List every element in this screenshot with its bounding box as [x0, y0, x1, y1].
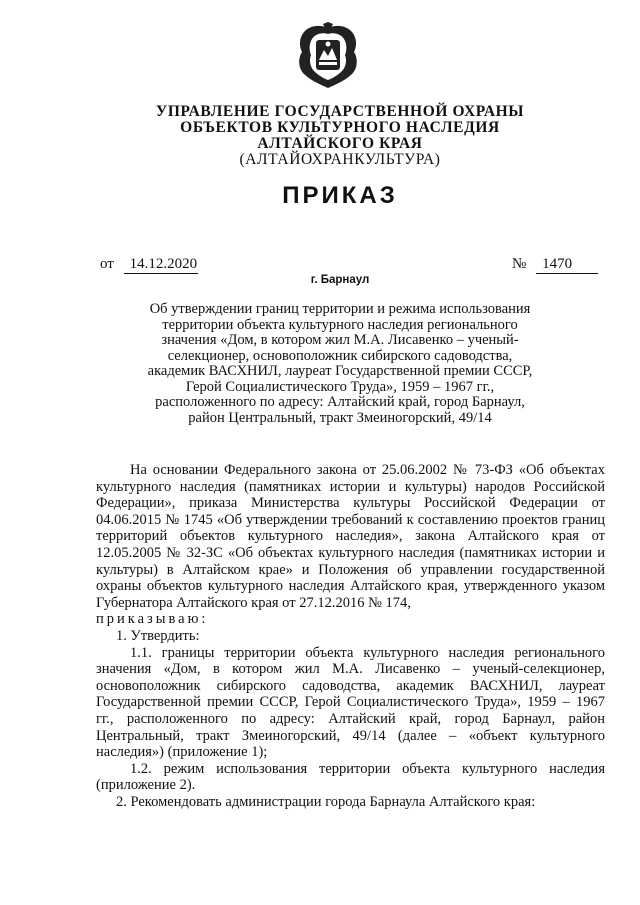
subject-line: академик ВАСХНИЛ, лауреат Государственной премии СССР, — [147, 363, 533, 379]
date-prefix: от — [100, 256, 114, 272]
preamble-paragraph: На основании Федерального закона от 25.06.2002 № 73-ФЗ «Об объектах культурного наследия (памятниках истории и культуры) народов Российской Федерации», приказа Министерства культуры Российской Федерации от 04.06.2015 № 1745 «Об утверждении требований к составлению проектов границ территорий объектов культурного наследия», закона Алтайского края от 12.05.2005 № 32-ЗС «Об объектах культурного наследия (памятниках истории и культуры) в Алтайском крае» и Положения об управлении государственной охраны объектов культурного наследия Алтайского края, утвержденного указом Губернатора Алтайского края от 27.12.2016 № 174, — [96, 462, 605, 611]
subject-line: Герой Социалистического Труда», 1959 – 1967 гг., — [185, 378, 495, 395]
subject-line: Об утверждении границ территории и режима использования — [149, 301, 531, 317]
org-line: ОБЪЕКТОВ КУЛЬТУРНОГО НАСЛЕДИЯ — [180, 119, 500, 136]
decree-word: приказываю: — [96, 611, 209, 628]
order-body — [96, 462, 605, 810]
item-1: 1. Утвердить: — [116, 627, 200, 644]
item-2: 2. Рекомендовать администрации города Барнаула Алтайского края: — [116, 793, 536, 810]
subject-line: значения «Дом, в котором жил М.А. Лисавенко – ученый- — [161, 332, 519, 348]
subject-line: селекционер, основоположник сибирского садоводства, — [167, 347, 513, 364]
number-prefix: № — [512, 256, 527, 272]
order-subject — [120, 302, 560, 426]
number-line — [512, 256, 598, 274]
order-number: 1470 — [536, 256, 598, 274]
org-line: АЛТАЙСКОГО КРАЯ — [257, 135, 423, 152]
date-line — [100, 256, 198, 274]
item-1-2: 1.2. режим использования территории объекта культурного наследия (приложение 2). — [96, 760, 605, 794]
subject-line: территории объекта культурного наследия регионального — [162, 316, 518, 333]
subject-line: расположенного по адресу: Алтайский край, город Барнаул, — [155, 394, 525, 410]
organization-name — [0, 104, 640, 168]
org-line: УПРАВЛЕНИЕ ГОСУДАРСТВЕННОЙ ОХРАНЫ — [155, 103, 525, 120]
subject-line: район Центральный, тракт Змеиногорский, 49/14 — [188, 409, 492, 426]
city-label: г. Барнаул — [310, 274, 370, 286]
document-type-title: ПРИКАЗ — [282, 182, 398, 209]
altai-krai-coat-of-arms-emblem — [295, 22, 361, 92]
order-date: 14.12.2020 — [124, 256, 198, 274]
org-line: (АЛТАЙОХРАНКУЛЬТУРА) — [239, 151, 441, 168]
item-1-1: 1.1. границы территории объекта культурного наследия регионального значения «Дом, в котором жил М.А. Лисавенко – ученый-селекционер, основоположник сибирского садоводства, академик ВАСХНИЛ, лауреат Государственной премии СССР, Герой Социалистического Труда», 1959 – 1967 гг., расположенного по адресу: Алтайский край, город Барнаул, район Центральный, тракт Змеиногорский, 49/14 (далее – «объект культурного наследия») (приложение 1); — [96, 644, 605, 761]
